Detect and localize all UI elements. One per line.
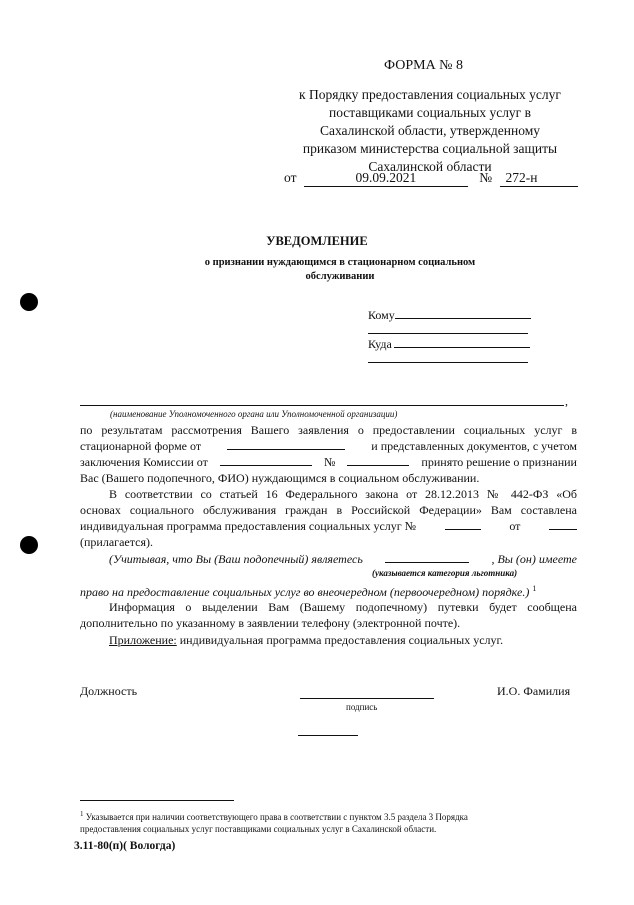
footnote-marker: 1 xyxy=(80,810,84,818)
order-line: приказом министерства социальной защиты xyxy=(302,141,558,156)
p4-line1: Информация о выделении Вам (Вашему подопечному) путевки будет сообщена xyxy=(109,600,577,614)
to-field[interactable] xyxy=(395,318,531,319)
p3-line2 xyxy=(80,581,536,601)
p1-text: и представленных документов, с учетом xyxy=(371,439,577,453)
order-line: Сахалинской области xyxy=(368,159,492,174)
form-title: ФОРМА № 8 xyxy=(384,58,464,73)
p1-line2 xyxy=(80,438,577,455)
organization-field[interactable] xyxy=(80,405,564,406)
attachment-row xyxy=(109,632,503,649)
signature-caption: подпись xyxy=(346,702,378,712)
footnote-line: Указывается при наличии соответствующего права в соответствии с пунктом 3.5 раздела 3 Порядка xyxy=(85,812,468,822)
attachment-label: Приложение: xyxy=(109,633,177,647)
organization-caption: (наименование Уполномоченного органа или Уполномоченной организации) xyxy=(110,409,398,419)
order-reference xyxy=(270,86,590,176)
commission-number-field[interactable] xyxy=(347,465,409,466)
footnote-separator xyxy=(80,800,234,801)
punch-hole-bottom xyxy=(20,536,38,554)
date-prefix: от xyxy=(284,170,297,185)
subtitle-line: о признании нуждающимся в стационарном социальном xyxy=(204,257,476,268)
organization-comma: , xyxy=(565,394,568,408)
benefit-category-field[interactable] xyxy=(385,562,469,563)
p1-text: стационарной форме от xyxy=(80,439,202,453)
order-date: 09.09.2021 xyxy=(304,170,468,187)
where-field-line2[interactable] xyxy=(368,362,528,363)
order-line: Сахалинской области, утвержденному xyxy=(319,123,541,138)
punch-hole-top xyxy=(20,293,38,311)
program-date-field[interactable] xyxy=(549,529,577,530)
application-date-field[interactable] xyxy=(227,449,345,450)
order-date-row xyxy=(284,170,584,187)
signer-position: Должность xyxy=(80,684,138,698)
p1-text: заключения Комиссии от xyxy=(80,455,208,469)
order-line: поставщиками социальных услуг в xyxy=(329,105,531,120)
benefit-category-caption: (указывается категория льготника) xyxy=(372,568,518,578)
date-field[interactable] xyxy=(298,735,358,736)
program-number-field[interactable] xyxy=(445,529,481,530)
p3-text: (Учитывая, что Вы (Ваш подопечный) являетесь xyxy=(109,552,363,566)
document-subtitle xyxy=(150,256,530,284)
signer-name: И.О. Фамилия xyxy=(497,684,571,698)
p1-line1: по результатам рассмотрения Вашего заявления о предоставлении социальных услуг в xyxy=(80,423,577,437)
to-field-line2[interactable] xyxy=(368,333,528,334)
footnote-ref[interactable]: 1 xyxy=(532,584,537,593)
footnote xyxy=(80,808,580,835)
signature-field[interactable] xyxy=(300,698,434,699)
p2-text: от xyxy=(509,519,521,533)
to-row xyxy=(368,307,531,324)
p2-text: индивидуальная программа предоставления социальных услуг № xyxy=(80,519,417,533)
p2-line1: В соответствии со статьей 16 Федерального закона от 28.12.2013 № 442-ФЗ «Об xyxy=(109,487,577,501)
p4-line2: дополнительно по указанному в заявлении телефону (электронной почте). xyxy=(80,616,461,630)
commission-date-field[interactable] xyxy=(220,465,312,466)
p2-line3 xyxy=(80,518,577,535)
p2-line4: (прилагается). xyxy=(80,535,153,549)
p1-text: № xyxy=(323,455,336,469)
p2-line2: основах социального обслуживания граждан в Российской Федерации» Вам составлена xyxy=(80,503,577,517)
p3-text: , Вы (он) имеете xyxy=(491,552,577,566)
where-label: Куда xyxy=(368,337,392,351)
footnote-line: предоставления социальных услуг поставщиками социальных услуг в Сахалинской области. xyxy=(80,824,437,834)
where-row xyxy=(368,336,530,353)
p1-line3 xyxy=(80,454,577,471)
attachment-text: индивидуальная программа предоставления социальных услуг. xyxy=(179,633,504,647)
to-label: Кому xyxy=(368,308,395,322)
p3-text: право на предоставление социальных услуг во внеочередном (первоочередном) порядке.) xyxy=(80,585,530,599)
p3-line1 xyxy=(109,551,577,568)
where-field[interactable] xyxy=(394,347,530,348)
document-code: 3.11-80(п)( Вологда) xyxy=(74,840,176,852)
p1-text: принято решение о признании xyxy=(421,455,577,469)
order-number: 272-н xyxy=(500,170,578,187)
subtitle-line: обслуживании xyxy=(305,271,375,282)
document-title: УВЕДОМЛЕНИЕ xyxy=(266,234,368,248)
number-prefix: № xyxy=(479,170,493,185)
order-line: к Порядку предоставления социальных услуг xyxy=(299,87,561,102)
p1-line4: Вас (Вашего подопечного, ФИО) нуждающимся в социальном обслуживании. xyxy=(80,471,480,485)
